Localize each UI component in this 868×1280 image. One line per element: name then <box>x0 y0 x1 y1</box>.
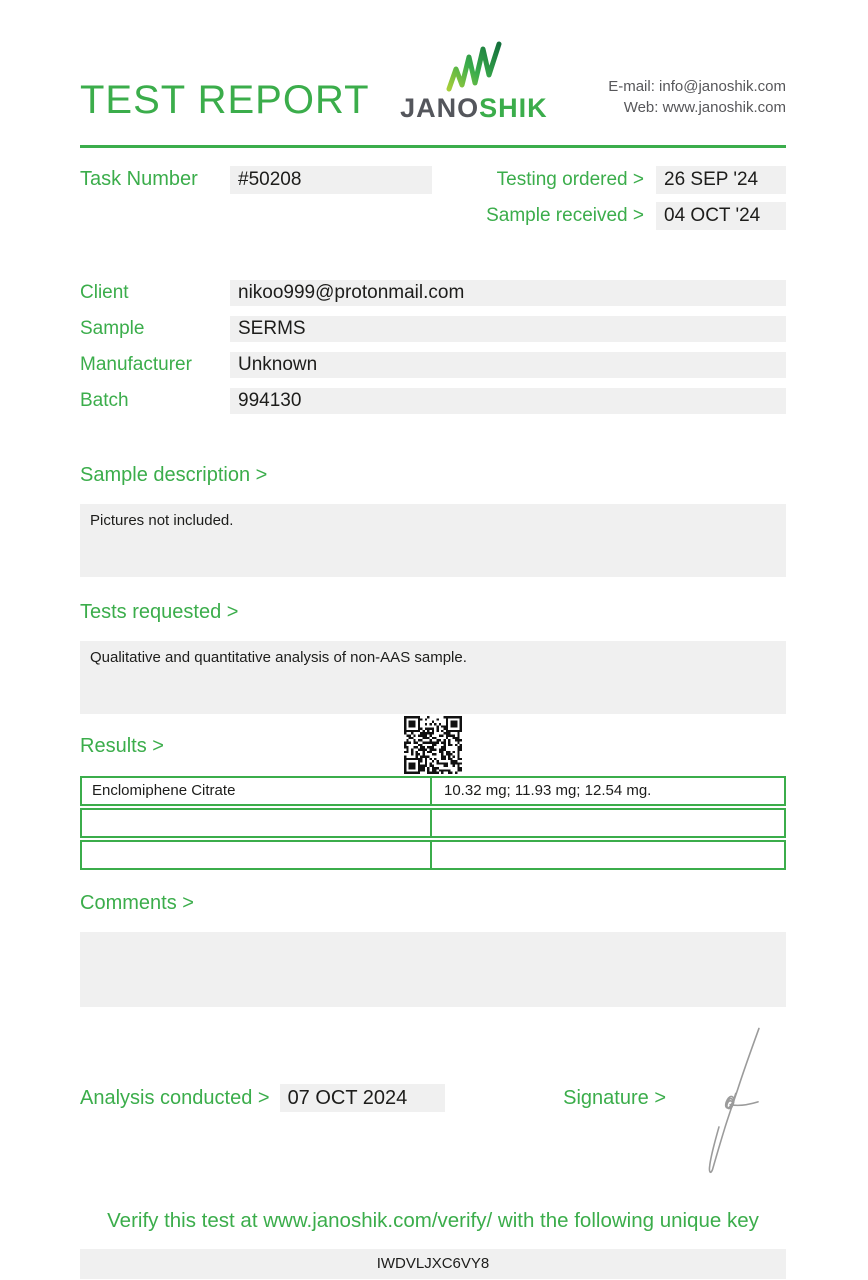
contact-web-line <box>608 97 786 118</box>
info-row-manufacturer <box>80 352 786 378</box>
comments-heading: Comments > <box>80 892 194 914</box>
testing-ordered-row <box>486 166 786 194</box>
analyte-cell <box>82 810 432 836</box>
analysis-date-value: 07 OCT 2024 <box>280 1084 445 1112</box>
analysis-conducted-label: Analysis conducted > <box>80 1086 270 1109</box>
results-header <box>80 714 786 776</box>
logo-part-shik: SHIK <box>479 93 548 123</box>
manufacturer-label: Manufacturer <box>80 354 192 375</box>
task-section <box>80 166 786 230</box>
table-row <box>80 808 786 838</box>
analyte-cell <box>82 842 432 868</box>
comments-body <box>80 932 786 1007</box>
task-number-row <box>80 166 432 230</box>
web-value: www.janoshik.com <box>662 99 786 116</box>
results-table <box>80 776 786 870</box>
signature-label: Signature > <box>563 1086 666 1109</box>
analysis-signature-row <box>80 1073 786 1123</box>
info-row-sample <box>80 316 786 342</box>
logo-wordmark <box>400 95 548 122</box>
results-section <box>80 714 786 870</box>
comments-section <box>80 892 786 1007</box>
info-row-client <box>80 280 786 306</box>
janoshik-logo <box>400 41 548 122</box>
table-row <box>80 840 786 870</box>
sample-received-row <box>486 202 786 230</box>
sample-info-section <box>80 280 786 414</box>
verify-instruction: Verify this test at www.janoshik.com/verify/ with the following unique key <box>107 1209 759 1232</box>
client-label: Client <box>80 282 129 303</box>
qr-code <box>404 716 462 774</box>
chart-growth-icon <box>443 41 505 93</box>
task-number-label: Task Number <box>80 168 198 190</box>
email-label: E-mail: <box>608 78 655 95</box>
sample-label: Sample <box>80 318 145 339</box>
task-dates <box>486 166 786 230</box>
header-divider <box>80 145 786 148</box>
batch-value: 994130 <box>230 388 786 414</box>
tests-requested-section <box>80 601 786 714</box>
task-number-value: #50208 <box>230 166 432 194</box>
sample-value: SERMS <box>230 316 786 342</box>
tests-requested-body: Qualitative and quantitative analysis of non-AAS sample. <box>80 641 786 714</box>
table-row <box>80 776 786 806</box>
report-header <box>80 44 786 122</box>
contact-info <box>608 76 786 122</box>
sample-received-date: 04 OCT '24 <box>656 202 786 230</box>
client-value: nikoo999@protonmail.com <box>230 280 786 306</box>
testing-ordered-label: Testing ordered > <box>496 169 644 190</box>
result-cell: 10.32 mg; 11.93 mg; 12.54 mg. <box>444 782 652 799</box>
result-cell <box>432 842 784 868</box>
testing-ordered-date: 26 SEP '24 <box>656 166 786 194</box>
contact-email-line <box>608 76 786 97</box>
sample-description-section <box>80 464 786 577</box>
web-label: Web: <box>623 99 659 116</box>
verify-key: IWDVLJXC6VY8 <box>80 1249 786 1279</box>
page-title: TEST REPORT <box>80 78 370 122</box>
manufacturer-value: Unknown <box>230 352 786 378</box>
results-heading: Results > <box>80 735 164 757</box>
tests-requested-heading: Tests requested > <box>80 601 239 623</box>
signature-image <box>690 1021 774 1179</box>
result-cell <box>432 810 784 836</box>
analyte-cell: Enclomiphene Citrate <box>82 778 432 804</box>
logo-part-jano: JANO <box>400 93 480 123</box>
sample-description-body: Pictures not included. <box>80 504 786 577</box>
sample-received-label: Sample received > <box>486 205 644 226</box>
batch-label: Batch <box>80 390 129 411</box>
info-row-batch <box>80 388 786 414</box>
email-value: info@janoshik.com <box>659 78 786 95</box>
sample-description-heading: Sample description > <box>80 464 268 486</box>
